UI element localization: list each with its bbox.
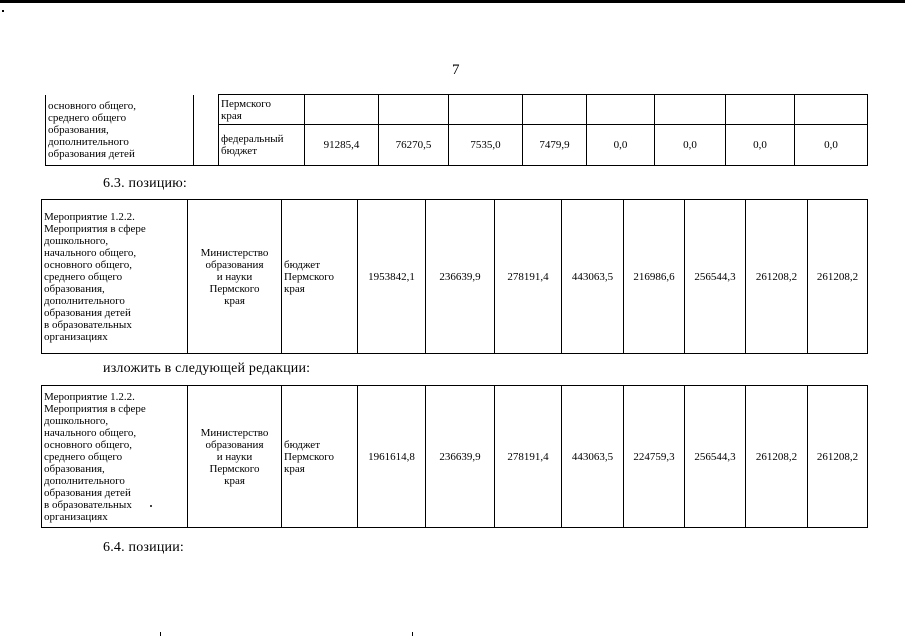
funding-source-cell: Пермского края: [219, 95, 305, 125]
value-cell: 7479,9: [523, 125, 587, 166]
value-cell: 1953842,1: [358, 200, 426, 354]
value-cell: [726, 95, 795, 125]
measure-name-cell: Мероприятие 1.2.2. Мероприятия в сфере дошкольного, начального общего, основного общего, среднего общего образования, дополнительного образования детей в образовательных организациях: [42, 200, 188, 354]
value-cell: 278191,4: [495, 386, 562, 528]
value-cell: 216986,6: [624, 200, 685, 354]
executor-cell: Министерство образования и науки Пермского края: [188, 386, 282, 528]
table-new-position: [41, 385, 868, 528]
page-number: 7: [452, 62, 460, 78]
table-row: [46, 95, 868, 125]
value-cell: 0,0: [726, 125, 795, 166]
funding-source-cell: бюджет Пермского края: [282, 386, 358, 528]
scan-speck: [150, 505, 152, 507]
value-cell: 261208,2: [746, 386, 808, 528]
scan-speck: [2, 10, 4, 12]
section-6-3-heading: 6.3. позицию:: [103, 176, 187, 191]
value-cell: [305, 95, 379, 125]
value-cell: [795, 95, 868, 125]
value-cell: 443063,5: [562, 200, 624, 354]
value-cell: 0,0: [795, 125, 868, 166]
value-cell: [379, 95, 449, 125]
value-cell: 7535,0: [449, 125, 523, 166]
value-cell: 91285,4: [305, 125, 379, 166]
value-cell: 236639,9: [426, 386, 495, 528]
edit-instruction: изложить в следующей редакции:: [103, 361, 311, 376]
value-cell: 443063,5: [562, 386, 624, 528]
value-cell: 0,0: [587, 125, 655, 166]
table-continuation: [45, 94, 868, 166]
table-row: [42, 200, 868, 354]
scan-speck: [160, 632, 161, 636]
funding-source-cell: бюджет Пермского края: [282, 200, 358, 354]
value-cell: 256544,3: [685, 386, 746, 528]
scan-speck: [412, 632, 413, 636]
value-cell: 278191,4: [495, 200, 562, 354]
value-cell: 261208,2: [808, 386, 868, 528]
value-cell: 224759,3: [624, 386, 685, 528]
value-cell: [523, 95, 587, 125]
measure-name-cell: основного общего, среднего общего образования, дополнительного образования детей: [46, 95, 194, 166]
value-cell: [587, 95, 655, 125]
funding-source-cell: федеральный бюджет: [219, 125, 305, 166]
section-6-4-heading: 6.4. позиции:: [103, 540, 184, 555]
value-cell: 261208,2: [746, 200, 808, 354]
value-cell: [655, 95, 726, 125]
executor-cell: Министерство образования и науки Пермского края: [188, 200, 282, 354]
table-row: [42, 386, 868, 528]
value-cell: 76270,5: [379, 125, 449, 166]
value-cell: 261208,2: [808, 200, 868, 354]
executor-cell: [194, 95, 219, 166]
value-cell: 256544,3: [685, 200, 746, 354]
measure-name-cell: Мероприятие 1.2.2. Мероприятия в сфере дошкольного, начального общего, основного общего, среднего общего образования, дополнительного образования детей в образовательных организациях: [42, 386, 188, 528]
value-cell: 236639,9: [426, 200, 495, 354]
value-cell: 0,0: [655, 125, 726, 166]
value-cell: 1961614,8: [358, 386, 426, 528]
value-cell: [449, 95, 523, 125]
table-current-position: [41, 199, 868, 354]
scan-top-border: [0, 0, 905, 3]
